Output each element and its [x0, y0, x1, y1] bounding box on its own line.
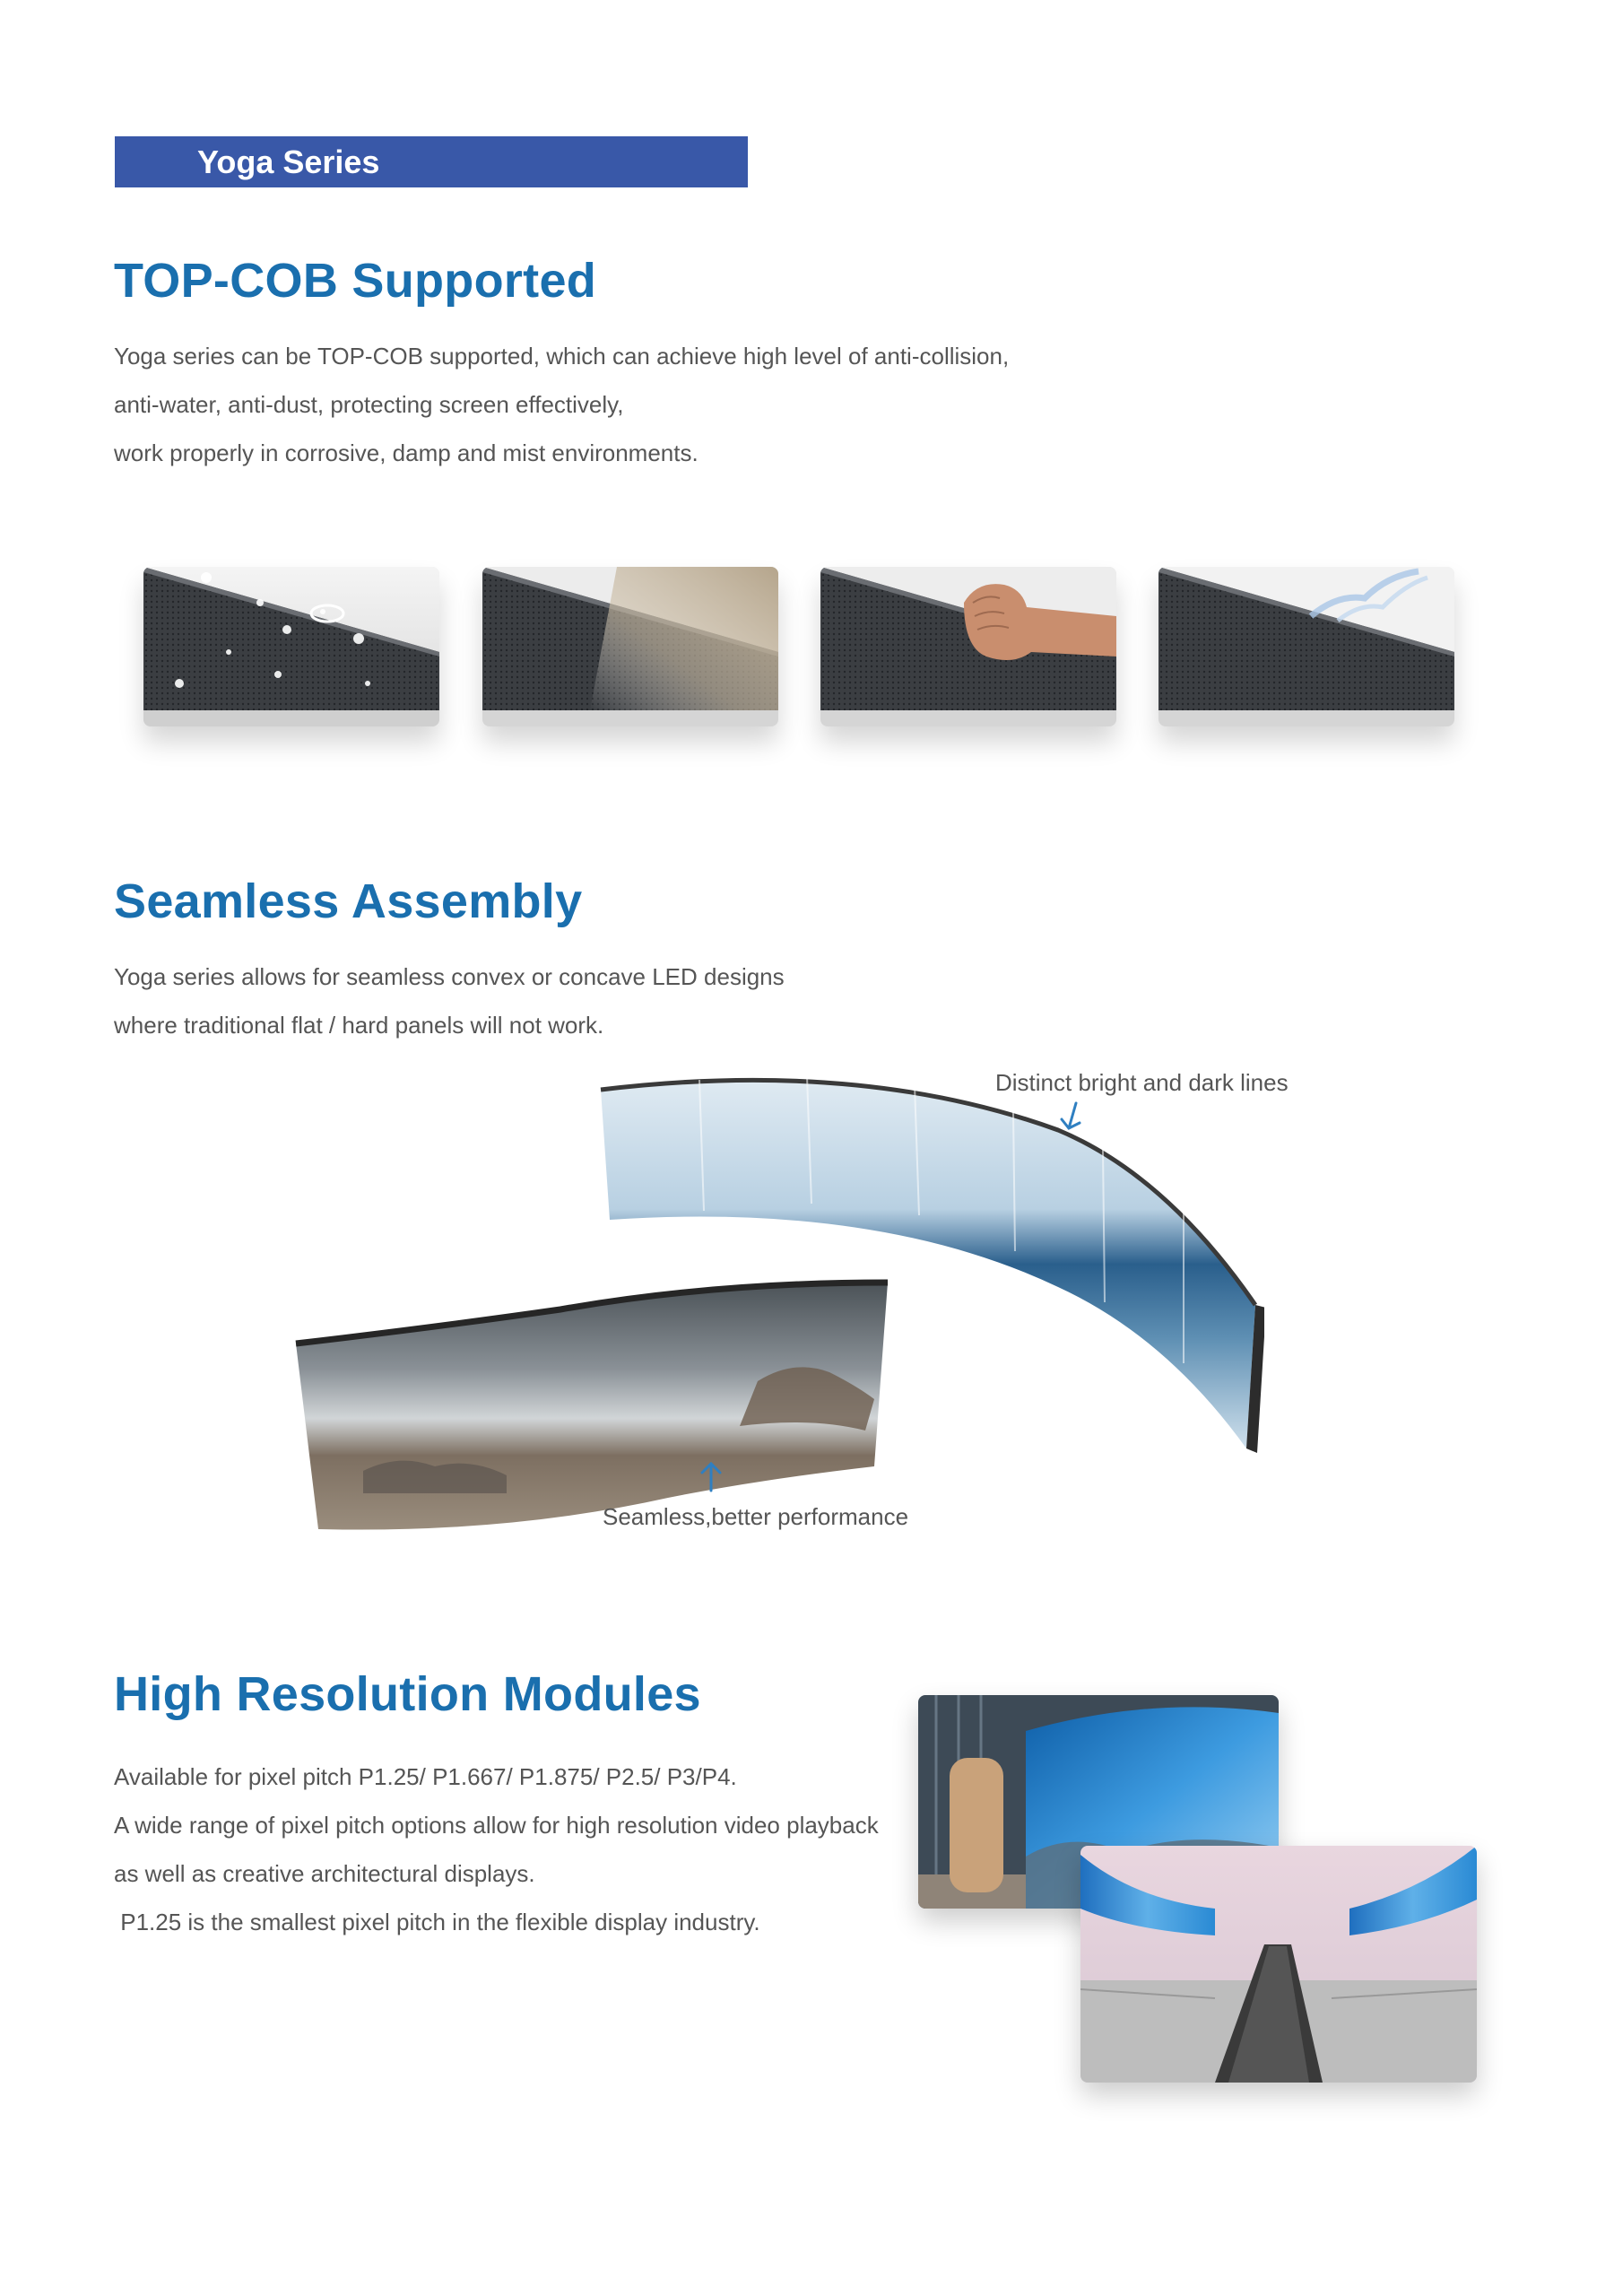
thumb-mist-resistance	[1158, 567, 1454, 726]
series-banner-label: Yoga Series	[197, 144, 380, 180]
fist-impact-image	[820, 567, 1116, 726]
wave-panel-seamless	[291, 1274, 901, 1534]
caption-bright-dark-lines: Distinct bright and dark lines	[995, 1069, 1289, 1096]
cob-text-line-3: work properly in corrosive, damp and mist environments.	[114, 439, 699, 466]
dust-image	[482, 567, 778, 726]
seamless-title: Seamless Assembly	[114, 874, 583, 928]
thumb-anti-collision	[820, 567, 1116, 726]
cob-text-line-2: anti-water, anti-dust, protecting screen effectively,	[114, 391, 624, 418]
cob-title: TOP-COB Supported	[114, 254, 597, 308]
thumb-dust-resistance	[482, 567, 778, 726]
resolution-text-line-2: A wide range of pixel pitch options allow for high resolution video playback	[114, 1812, 879, 1839]
water-drops-image	[143, 567, 439, 726]
seamless-text-line-2: where traditional flat / hard panels will not work.	[114, 1012, 604, 1039]
caption-seamless-performance: Seamless,better performance	[603, 1503, 909, 1530]
resolution-text-line-3: as well as creative architectural displays.	[114, 1860, 535, 1887]
resolution-text-line-4: P1.25 is the smallest pixel pitch in the flexible display industry.	[114, 1909, 760, 1935]
cob-text-line-1: Yoga series can be TOP-COB supported, which can achieve high level of anti-collision,	[114, 343, 1010, 370]
arrow-up-icon	[698, 1460, 725, 1492]
resolution-text-line-1: Available for pixel pitch P1.25/ P1.667/ P1.875/ P2.5/ P3/P4.	[114, 1763, 737, 1790]
thumb-water-resistance	[143, 567, 439, 726]
escalator-display-photo	[1080, 1846, 1477, 2083]
mist-image	[1158, 567, 1454, 726]
seamless-text-line-1: Yoga series allows for seamless convex or concave LED designs	[114, 963, 785, 990]
resolution-title: High Resolution Modules	[114, 1667, 701, 1721]
